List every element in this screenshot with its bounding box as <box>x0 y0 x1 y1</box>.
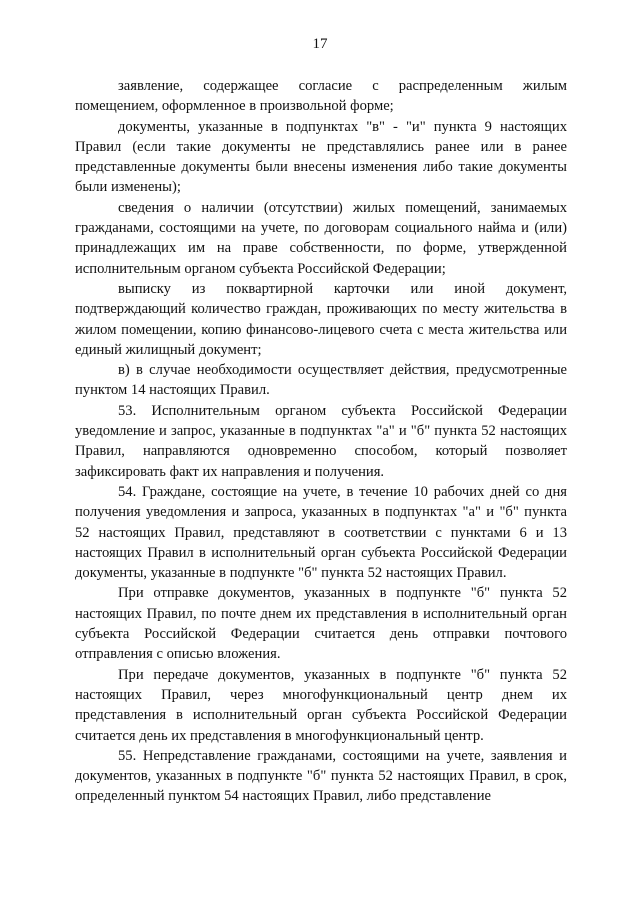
paragraph-clause-53: 53. Исполнительным органом субъекта Российской Федерации уведомление и запрос, указанные в подпунктах "а" и "б" пункта 52 настоящих Правил, направляются одновременно способом, который позволяет зафиксировать факт их направления и получения. <box>75 402 567 480</box>
paragraph-documents-subitems: документы, указанные в подпунктах "в" - "и" пункта 9 настоящих Правил (если такие документы не представлялись ранее или в ранее представленные документы были внесены изменения либо такие документы были изменены); <box>75 118 567 196</box>
page-number: 17 <box>312 36 328 52</box>
paragraph-clause-55: 55. Непредставление гражданами, состоящими на учете, заявления и документов, указанных в подпункте "б" пункта 52 настоящих Правил, в срок, определенный пунктом 54 настоящих Правил, либо представление <box>75 747 567 805</box>
paragraph-consent-statement: заявление, содержащее согласие с распределенным жилым помещением, оформленное в произвольной форме; <box>75 78 567 115</box>
paragraph-mfc-submission: При передаче документов, указанных в подпункте "б" пункта 52 настоящих Правил, через многофункциональный центр днем их представления в исполнительный орган субъекта Российской Федерации считается день их представления в многофункциональный центр. <box>75 666 567 744</box>
paragraph-clause-54: 54. Граждане, состоящие на учете, в течение 10 рабочих дней со дня получения уведомления и запроса, указанных в подпунктах "а" и "б" пункта 52 настоящих Правил, представляют в соответствии с пунктами 6 и 13 настоящих Правил в исполнительный орган субъекта Российской Федерации документы, указанные в подпункте "б" пункта 52 настоящих Правил. <box>75 483 567 582</box>
paragraph-apartment-extract: выписку из поквартирной карточки или иной документ, подтверждающий количество граждан, проживающих по месту жительства в жилом помещении, копию финансово-лицевого счета с места жительства или единый жилищный документ; <box>75 280 567 358</box>
paragraph-subitem-v: в) в случае необходимости осуществляет действия, предусмотренные пунктом 14 настоящих Правил. <box>75 362 567 399</box>
paragraph-housing-info: сведения о наличии (отсутствии) жилых помещений, занимаемых гражданами, состоящими на учете, по договорам социального найма и (или) принадлежащих им на праве собственности, по форме, утвержденной исполнительным органом субъекта Российской Федерации; <box>75 199 567 277</box>
paragraph-postal-submission: При отправке документов, указанных в подпункте "б" пункта 52 настоящих Правил, по почте днем их представления в исполнительный орган субъекта Российской Федерации считается день отправки почтового отправления с описью вложения. <box>75 585 567 663</box>
document-body <box>75 76 567 807</box>
